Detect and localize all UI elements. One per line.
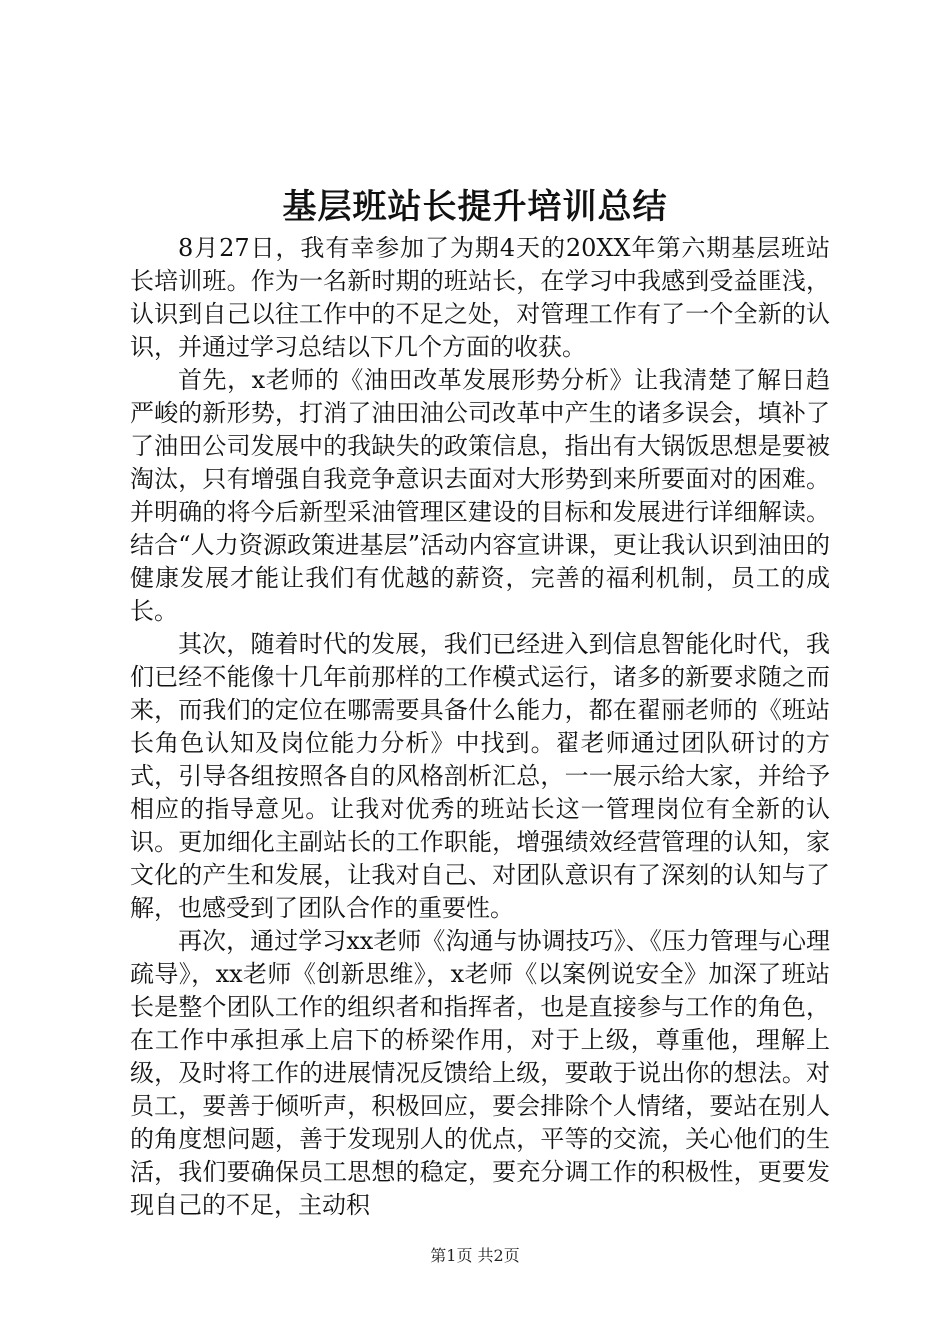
document-body [130,232,830,1222]
page-footer: 第1页 共2页 [430,1246,520,1265]
document-title: 基层班站长提升培训总结 [282,187,668,227]
paragraph-third: 再次，通过学习xx老师《沟通与协调技巧》、《压力管理与心理疏导》，xx老师《创新思维》，x老师《以案例说安全》加深了班站长是整个团队工作的组织者和指挥者，也是直接参与工作的角色，在工作中承担承上启下的桥梁作用，对于上级，尊重他，理解上级，及时将工作的进展情况反馈给上级，要敢于说出你的想法。对员工，要善于倾听声，积极回应，要会排除个人情绪，要站在别人的角度想问题，善于发现别人的优点，平等的交流，关心他们的生活，我们要确保员工思想的稳定，要充分调工作的积极性，更要发现自己的不足，主动积 [130,927,830,1219]
paragraph-second: 其次，随着时代的发展，我们已经进入到信息智能化时代，我们已经不能像十几年前那样的工作模式运行，诸多的新要求随之而来，而我们的定位在哪需要具备什么能力，都在翟丽老师的《班站长角色认知及岗位能力分析》中找到。翟老师通过团队研讨的方式，引导各组按照各自的风格剖析汇总，一一展示给大家，并给予相应的指导意见。让我对优秀的班站长这一管理岗位有全新的认识。更加细化主副站长的工作职能，增强绩效经营管理的认知，家文化的产生和发展，让我对自己、对团队意识有了深刻的认知与了解，也感受到了团队合作的重要性。 [130,630,830,922]
paragraph-intro: 8月27日，我有幸参加了为期4天的20XX年第六期基层班站长培训班。作为一名新时期的班站长，在学习中我感到受益匪浅，认识到自己以往工作中的不足之处，对管理工作有了一个全新的认识，并通过学习总结以下几个方面的收获。 [130,234,830,361]
paragraph-first: 首先，x老师的《油田改革发展形势分析》让我清楚了解日趋严峻的新形势，打消了油田油公司改革中产生的诸多误会，填补了了油田公司发展中的我缺失的政策信息，指出有大锅饭思想是要被淘汰，只有增强自我竞争意识去面对大形势到来所要面对的困难。并明确的将今后新型采油管理区建设的目标和发展进行详细解读。结合“人力资源政策进基层”活动内容宣讲课，更让我认识到油田的健康发展才能让我们有优越的薪资，完善的福利机制，员工的成长。 [130,366,830,625]
